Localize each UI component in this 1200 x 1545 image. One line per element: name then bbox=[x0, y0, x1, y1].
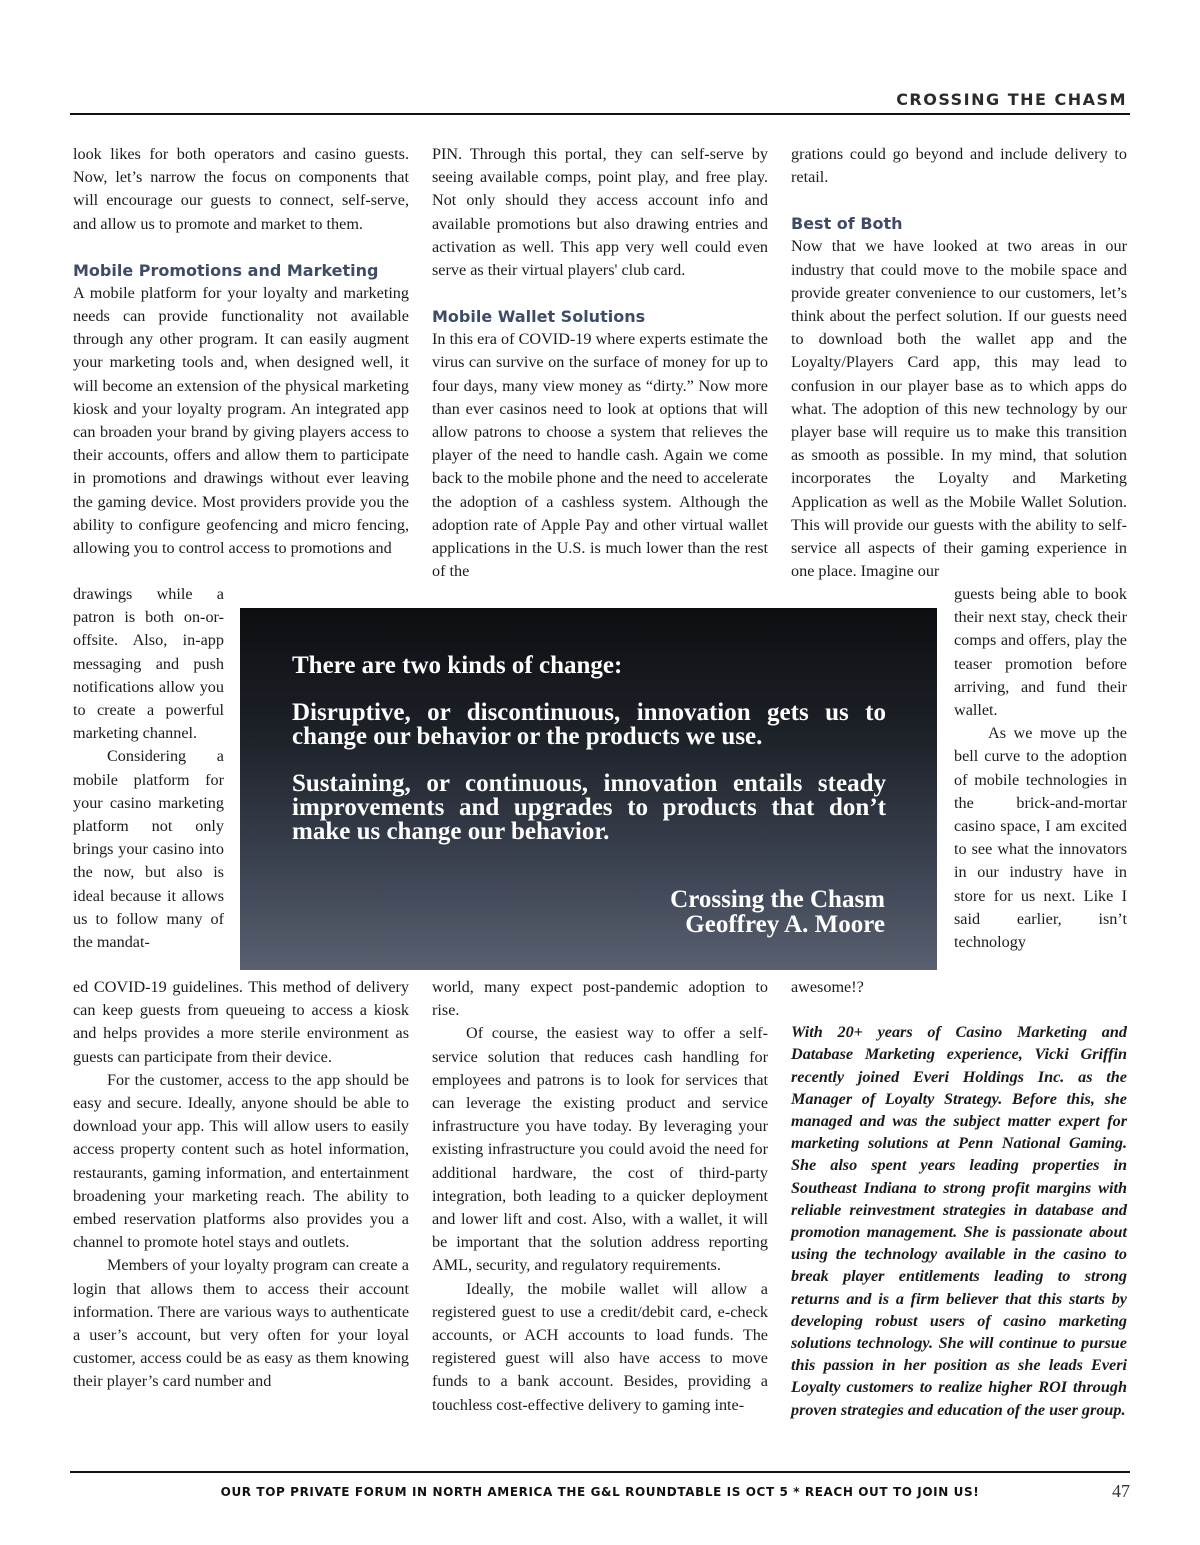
paragraph: PIN. Through this portal, they can self-serve by seeing available comps, point play, and free play. Not only should they access account info and available promotions but also drawing entries and activation as well. This app very well could even serve as their virtual players' club card. bbox=[432, 145, 768, 280]
paragraph: look likes for both operators and casino guests. Now, let’s narrow the focus on components that will encourage our guests to connect, self-serve, and allow us to promote and market to them. bbox=[73, 145, 409, 233]
section-heading: Best of Both bbox=[791, 214, 903, 234]
paragraph: For the customer, access to the app should be easy and secure. Ideally, anyone should be able to download your app. This will allow users to easily access property content such as hotel information, restaurants, gaming information, and entertainment broadening your marketing reach. The ability to embed reservation platforms also provides you a channel to promote hotel stays and outlets. bbox=[73, 1070, 409, 1252]
author-bio: With 20+ years of Casino Marketing and Database Marketing experience, Vicki Griffin recently joined Everi Holdings Inc. as the Manager of Loyalty Strategy. Before this, she managed and was the subject matter expert for marketing solutions at Penn National Gaming. She also spent years leading properties in Southeast Indiana to strong profit margins with reliable reinvestment strategies in database and promotion management. She is passionate about using the technology available in the casino to break player entitlements leading to strong returns and is a firm believer that this starts by developing robust users of casino marketing solutions technology. She will continue to pursue this passion in her position as she leads Everi Loyalty customers to realize higher ROI through proven strategies and education of the user group. bbox=[791, 1023, 1127, 1419]
paragraph: As we move up the bell curve to the adoption of mobile technologies in the brick-and-mortar casino space, I am excited to see what the innovators in our industry have in store for us next. Like I said earlier, isn’t technology bbox=[954, 724, 1127, 952]
paragraph: Of course, the easiest way to offer a self-service solution that reduces cash handling for employees and patrons is to look for services that can leverage the existing product and service infrastructure you have today. By leveraging your existing infrastructure you could avoid the need for additional hardware, the cost of third-party integration, both leading to a quicker deployment and lower lift and cost. Also, with a wallet, it will be important that the solution address reporting AML, security, and regulatory requirements. bbox=[432, 1024, 768, 1275]
page-number: 47 bbox=[1112, 1481, 1130, 1501]
quote-source-title: Crossing the Chasm bbox=[670, 886, 885, 913]
column-1-narrow bbox=[73, 583, 224, 954]
header-rule bbox=[70, 113, 1130, 115]
paragraph: In this era of COVID-19 where experts estimate the virus can survive on the surface of money for up to four days, many view money as “dirty.” Now more than ever casinos need to look at options that will allow patrons to choose a system that relieves the player of the need to handle cash. Again we come back to the mobile phone and the need to accelerate the adoption of a cashless system. Although the adoption rate of Apple Pay and other virtual wallet applications in the U.S. is much lower than the rest of the bbox=[432, 330, 768, 581]
column-3-top bbox=[791, 143, 1127, 583]
paragraph: Members of your loyalty program can create a login that allows them to access their account information. There are various ways to authenticate a user’s account, but very often for your loyal customer, access could be as easy as them knowing their player’s card number and bbox=[73, 1256, 409, 1391]
quote-attribution bbox=[670, 887, 885, 937]
section-title: CROSSING THE CHASM bbox=[896, 90, 1127, 109]
paragraph: ed COVID-19 guidelines. This method of delivery can keep guests from queueing to access a kiosk and helps provides a more sterile environment as guests can participate from their device. bbox=[73, 978, 409, 1066]
column-3-bottom bbox=[791, 976, 1127, 1421]
paragraph: drawings while a patron is both on-or-offsite. Also, in-app messaging and push notifications allow you to create a powerful marketing channel. bbox=[73, 585, 224, 743]
footer-banner: OUR TOP PRIVATE FORUM IN NORTH AMERICA THE G&L ROUNDTABLE IS OCT 5 * REACH OUT TO JOIN US! bbox=[220, 1485, 980, 1499]
paragraph: world, many expect post-pandemic adoption to rise. bbox=[432, 978, 768, 1020]
quote-line: There are two kinds of change: bbox=[292, 652, 623, 679]
column-2-bottom bbox=[432, 976, 768, 1417]
paragraph: A mobile platform for your loyalty and marketing needs can provide functionality not available through any other program. It can easily augment your marketing tools and, when designed well, it will become an extension of the physical marketing kiosk and your loyalty program. An integrated app can broaden your brand by giving players access to their accounts, offers and allow them to participate in promotions and drawings without ever leaving the gaming device. Most providers provide you the ability to configure geofencing and micro fencing, allowing you to control access to promotions and bbox=[73, 283, 409, 558]
quote-line: Disruptive, or discontinuous, innovation gets us to change our behavior or the products we use. bbox=[292, 699, 886, 750]
quote-line: Sustaining, or continuous, innovation entails steady improvements and upgrades to products that don’t make us change our behavior. bbox=[292, 770, 886, 845]
paragraph: grations could go beyond and include delivery to retail. bbox=[791, 145, 1127, 187]
column-2-top bbox=[432, 143, 768, 583]
paragraph: Considering a mobile platform for your casino marketing platform not only brings your casino into the now, but also is ideal because it allows us to follow many of the mandat- bbox=[73, 747, 224, 952]
section-heading: Mobile Promotions and Marketing bbox=[73, 260, 379, 280]
paragraph: Now that we have looked at two areas in our industry that could move to the mobile space and provide greater convenience to our customers, let’s think about the perfect solution. If our guests need to download both the wallet app and the Loyalty/Players Card app, this may lead to confusion in our player base as to which apps do what. The adoption of this new technology by our player base will require us to make this transition as smooth as possible. In my mind, that solution incorporates the Loyalty and Marketing Application as well as the Mobile Wallet Solution. This will provide our guests with the ability to self-service all aspects of their gaming experience in one place. Imagine our bbox=[791, 237, 1127, 581]
column-1-top bbox=[73, 143, 409, 560]
quote-source-author: Geoffrey A. Moore bbox=[685, 911, 885, 938]
column-3-narrow bbox=[954, 583, 1127, 954]
column-1-bottom bbox=[73, 976, 409, 1394]
paragraph: Ideally, the mobile wallet will allow a registered guest to use a credit/debit card, e-check accounts, or ACH accounts to load funds. The registered guest will also have access to move funds to a bank account. Besides, providing a touchless cost-effective delivery to gaming inte- bbox=[432, 1279, 768, 1414]
paragraph: awesome!? bbox=[791, 978, 864, 996]
pull-quote-box bbox=[240, 608, 937, 970]
section-heading: Mobile Wallet Solutions bbox=[432, 307, 646, 327]
paragraph: guests being able to book their next stay, check their comps and offers, play the teaser promotion before arriving, and fund their wallet. bbox=[954, 585, 1127, 720]
footer-rule bbox=[70, 1471, 1130, 1473]
pull-quote-text bbox=[292, 654, 886, 867]
